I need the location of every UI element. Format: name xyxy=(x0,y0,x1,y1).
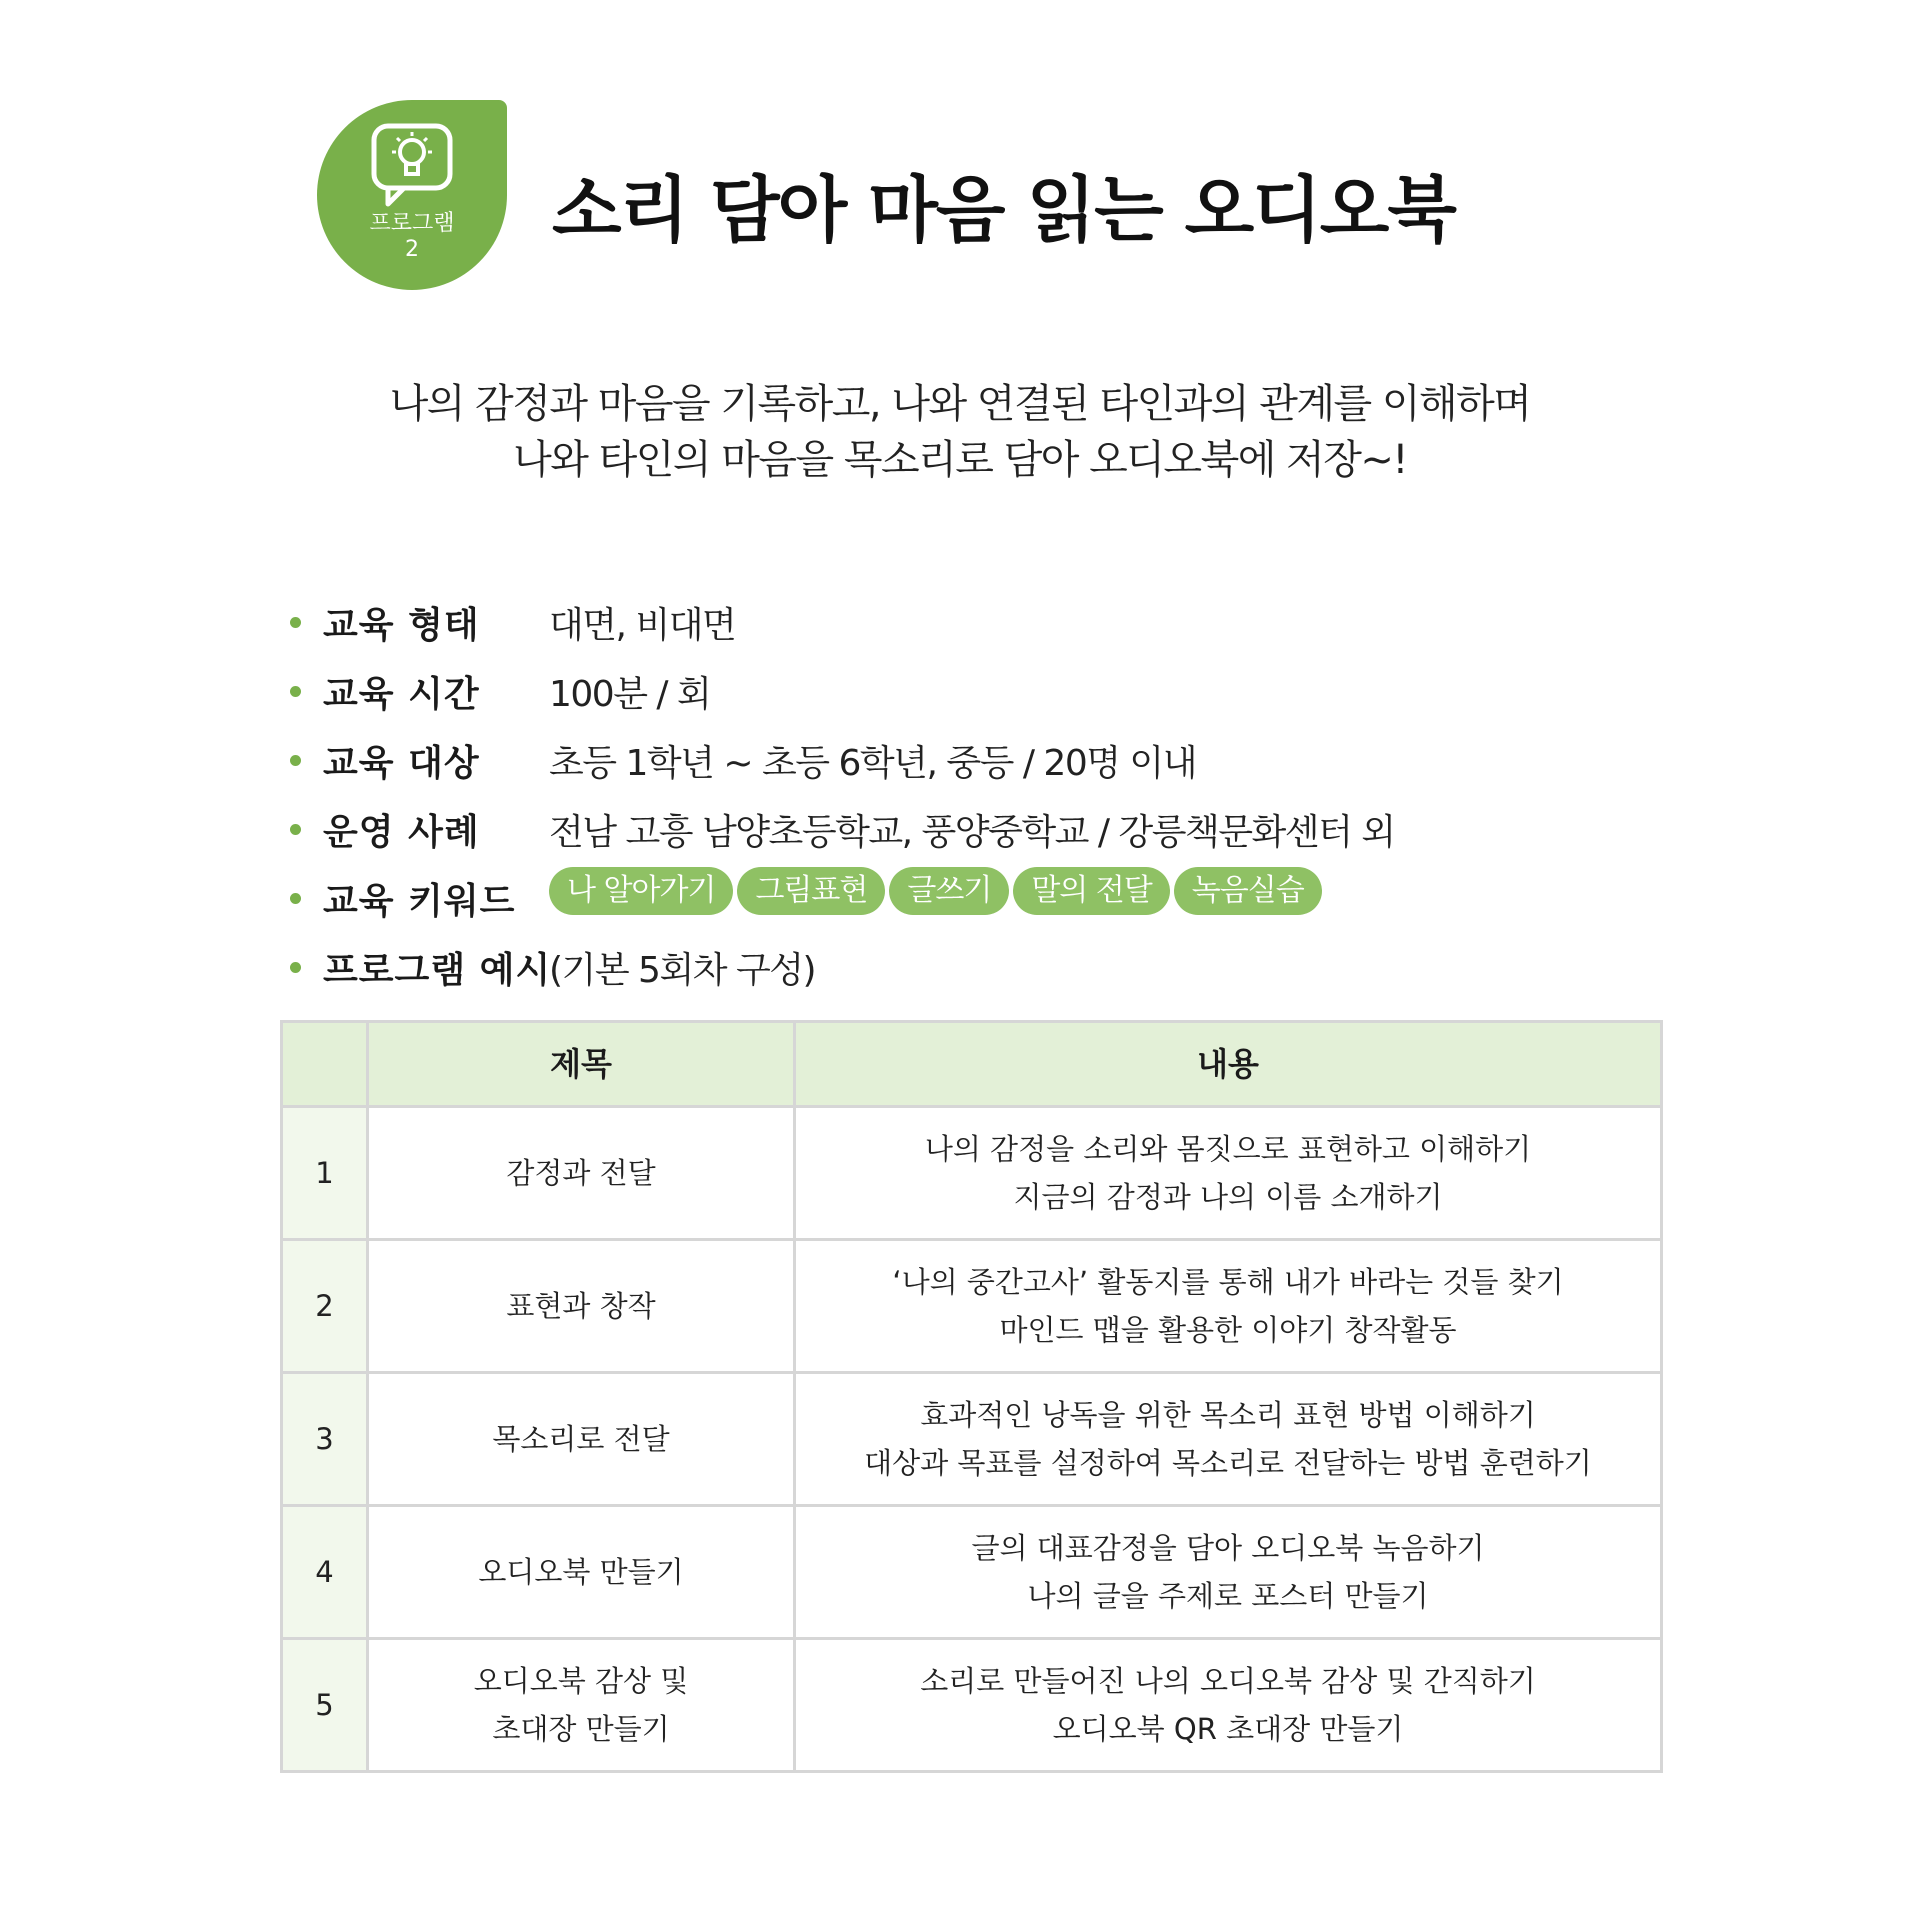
info-value: (기본 5회차 구성) xyxy=(549,950,816,991)
info-value: 대면, 비대면 xyxy=(549,605,736,646)
row-number: 1 xyxy=(282,1107,368,1240)
header-title: 제목 xyxy=(368,1022,795,1107)
info-label: 운영 사례 xyxy=(323,812,480,853)
row-title-line: 오디오북 만들기 xyxy=(478,1555,684,1589)
info-value: 100분 / 회 xyxy=(549,674,711,715)
row-number: 5 xyxy=(282,1639,368,1772)
info-label: 교육 키워드 xyxy=(323,881,516,922)
badge-label: 프로그램 xyxy=(369,211,455,236)
table-row xyxy=(282,1373,1662,1506)
row-title-line: 목소리로 전달 xyxy=(492,1422,670,1456)
bullet-dot xyxy=(290,755,301,766)
row-title-line: 오디오북 감상 및 xyxy=(473,1664,689,1698)
row-content xyxy=(795,1107,1662,1240)
row-content xyxy=(795,1373,1662,1506)
info-value: 초등 1학년 ~ 초등 6학년, 중등 / 20명 이내 xyxy=(549,743,1196,784)
row-content xyxy=(795,1240,1662,1373)
info-row-keywords xyxy=(283,871,1683,940)
info-value: 전남 고흥 남양초등학교, 풍양중학교 / 강릉책문화센터 외 xyxy=(549,812,1395,853)
row-title-line: 초대장 만들기 xyxy=(492,1712,670,1746)
row-number: 2 xyxy=(282,1240,368,1373)
info-row-target xyxy=(283,733,1683,802)
bullet-dot xyxy=(290,893,301,904)
bullet-dot xyxy=(290,962,301,973)
table-row xyxy=(282,1240,1662,1373)
keyword-chip: 녹음실습 xyxy=(1174,867,1322,915)
row-content-line: ‘나의 중간고사’ 활동지를 통해 내가 바라는 것들 찾기 xyxy=(892,1265,1564,1299)
row-content-line: 효과적인 낭독을 위한 목소리 표현 방법 이해하기 xyxy=(920,1398,1536,1432)
keyword-chip: 나 알아가기 xyxy=(549,867,733,915)
program-table xyxy=(280,1020,1663,1773)
lightbulb-speech-icon xyxy=(368,122,456,210)
row-content xyxy=(795,1639,1662,1772)
header-num xyxy=(282,1022,368,1107)
row-title xyxy=(368,1639,795,1772)
bullet-dot xyxy=(290,824,301,835)
badge-number: 2 xyxy=(405,237,419,262)
program-badge xyxy=(317,100,507,290)
intro-line-1: 나의 감정과 마음을 기록하고, 나와 연결된 타인과의 관계를 이해하며 xyxy=(389,381,1531,427)
info-label: 교육 대상 xyxy=(323,743,480,784)
row-content-line: 대상과 목표를 설정하여 목소리로 전달하는 방법 훈련하기 xyxy=(864,1446,1592,1480)
info-row-example xyxy=(283,940,1683,1009)
header-content: 내용 xyxy=(795,1022,1662,1107)
row-title-line: 감정과 전달 xyxy=(506,1156,656,1190)
row-title xyxy=(368,1506,795,1639)
bullet-dot xyxy=(290,686,301,697)
info-label: 프로그램 예시 xyxy=(323,950,552,991)
intro-line-2: 나와 타인의 마음을 목소리로 담아 오디오북에 저장~! xyxy=(513,437,1407,483)
table-row xyxy=(282,1107,1662,1240)
keyword-chip: 말의 전달 xyxy=(1013,867,1169,915)
info-label: 교육 형태 xyxy=(323,605,480,646)
row-content-line: 마인드 맵을 활용한 이야기 창작활동 xyxy=(999,1313,1457,1347)
info-row-cases xyxy=(283,802,1683,871)
row-number: 4 xyxy=(282,1506,368,1639)
info-list xyxy=(283,595,1683,1009)
row-content xyxy=(795,1506,1662,1639)
info-label: 교육 시간 xyxy=(323,674,480,715)
info-row-time xyxy=(283,664,1683,733)
page-title: 소리 담아 마음 읽는 오디오북 xyxy=(552,168,1455,252)
row-number: 3 xyxy=(282,1373,368,1506)
row-content-line: 소리로 만들어진 나의 오디오북 감상 및 간직하기 xyxy=(920,1664,1536,1698)
keyword-chip: 그림표현 xyxy=(737,867,885,915)
table-row xyxy=(282,1506,1662,1639)
row-content-line: 나의 감정을 소리와 몸짓으로 표현하고 이해하기 xyxy=(924,1132,1532,1166)
row-title xyxy=(368,1107,795,1240)
row-content-line: 지금의 감정과 나의 이름 소개하기 xyxy=(1013,1180,1443,1214)
row-content-line: 나의 글을 주제로 포스터 만들기 xyxy=(1027,1579,1429,1613)
row-title xyxy=(368,1373,795,1506)
info-row-format xyxy=(283,595,1683,664)
row-title xyxy=(368,1240,795,1373)
bullet-dot xyxy=(290,617,301,628)
keyword-chips xyxy=(549,867,1322,915)
row-content-line: 글의 대표감정을 담아 오디오북 녹음하기 xyxy=(971,1531,1485,1565)
keyword-chip: 글쓰기 xyxy=(889,867,1009,915)
row-title-line: 표현과 창작 xyxy=(506,1289,656,1323)
table-row xyxy=(282,1639,1662,1772)
row-content-line: 오디오북 QR 초대장 만들기 xyxy=(1052,1712,1404,1746)
table-header-row xyxy=(282,1022,1662,1107)
